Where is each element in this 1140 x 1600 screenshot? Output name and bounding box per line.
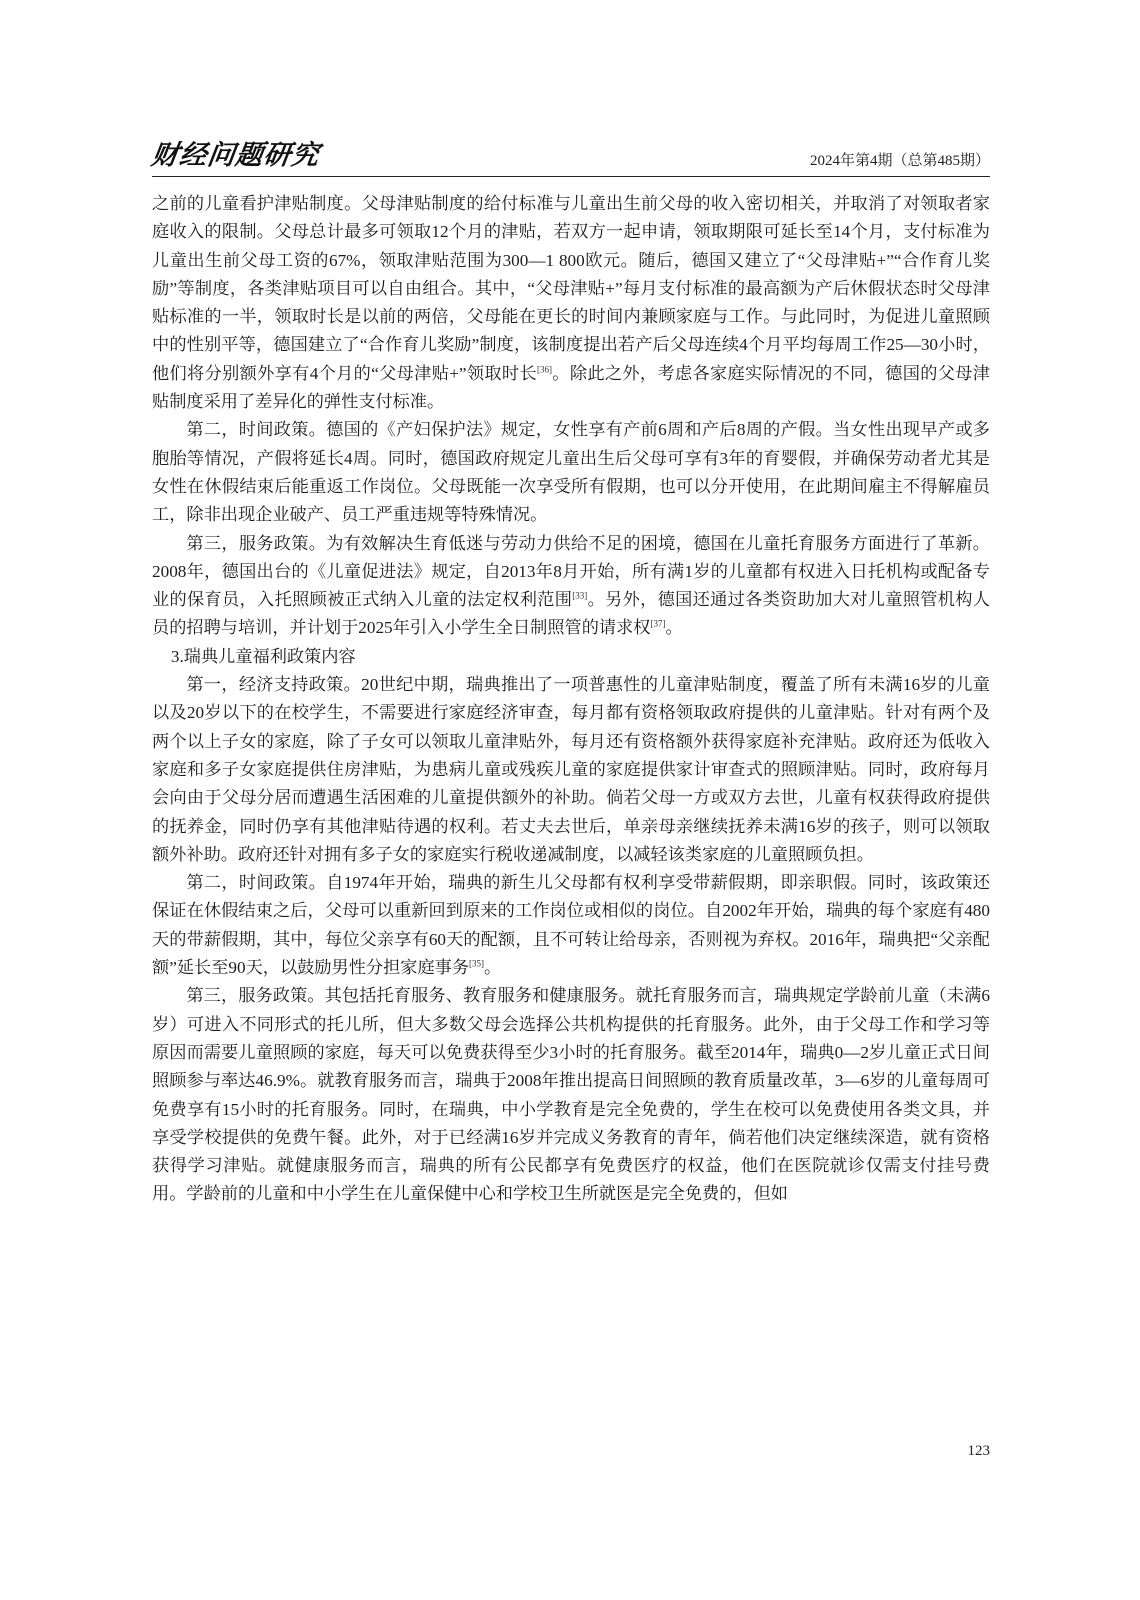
paragraph bbox=[152, 416, 990, 529]
text-run: 第二，时间政策。自1974年开始，瑞典的新生儿父母都有权利享受带薪假期，即亲职假。同时，该政策还保证在休假结束之后，父母可以重新回到原来的工作岗位或相似的岗位。自2002年开始，瑞典的每个家庭有480天的带薪假期，其中，每位父亲享有60天的配额，且不可转让给母亲，否则视为弃权。2016年，瑞典把“父亲配额”延长至90天，以鼓励男性分担家庭事务 bbox=[152, 873, 990, 978]
paragraph bbox=[152, 869, 990, 982]
journal-logo: 财经问题研究 bbox=[149, 140, 322, 171]
citation-ref: [33] bbox=[572, 590, 588, 601]
text-run: 。 bbox=[665, 618, 683, 638]
page-header bbox=[149, 140, 990, 177]
citation-ref: [37] bbox=[650, 618, 666, 629]
paragraph bbox=[152, 982, 990, 1208]
paragraph bbox=[152, 671, 990, 869]
text-run: 。另外，德国还通过各类资助加大对儿童照管机构人员的招聘与培训，并计划于2025年引入小学生全日制照管的请求权 bbox=[152, 590, 990, 638]
text-run: 3.瑞典儿童福利政策内容 bbox=[170, 646, 356, 666]
article-body bbox=[152, 190, 990, 1209]
text-run: 之前的儿童看护津贴制度。父母津贴制度的给付标准与儿童出生前父母的收入密切相关，并取消了对领取者家庭收入的限制。父母总计最多可领取12个月的津贴，若双方一起申请，领取期限可延长至14个月，支付标准为儿童出生前父母工资的67%，领取津贴范围为300—1 800欧元。随后，德国又建立了“父母津贴+”“合作育儿奖励”等制度，各类津贴项目可以自由组合。其中，“父母津贴+”每月支付标准的最高额为产后休假状态时父母津贴标准的一半，领取时长是以前的两倍，父母能在更长的时间内兼顾家庭与工作。与此同时，为促进儿童照顾中的性别平等，德国建立了“合作育儿奖励”制度，该制度提出若产后父母连续4个月平均每周工作25—30小时，他们将分别额外享有4个月的“父母津贴+”领取时长 bbox=[152, 194, 990, 383]
text-run: 。除此之外，考虑各家庭实际情况的不同，德国的父母津贴制度采用了差异化的弹性支付标准。 bbox=[152, 363, 990, 412]
text-run: 第二，时间政策。德国的《产妇保护法》规定，女性享有产前6周和产后8周的产假。当女性出现早产或多胞胎等情况，产假将延长4周。同时，德国政府规定儿童出生后父母可享有3年的育婴假，并确保劳动者尤其是女性在休假结束后能重返工作岗位。父母既能一次享受所有假期，也可以分开使用，在此期间雇主不得解雇员工，除非出现企业破产、员工严重违规等特殊情况。 bbox=[152, 420, 990, 525]
text-run: 第三，服务政策。其包括托育服务、教育服务和健康服务。就托育服务而言，瑞典规定学龄前儿童（未满6岁）可进入不同形式的托儿所，但大多数父母会选择公共机构提供的托育服务。此外，由于父母工作和学习等原因而需要儿童照顾的家庭，每天可以免费获得至少3小时的托育服务。截至2014年，瑞典0—2岁儿童正式日间照顾参与率达46.9%。就教育服务而言，瑞典于2008年推出提高日间照顾的教育质量改革，3—6岁的儿童每周可免费享有15小时的托育服务。同时，在瑞典，中小学教育是完全免费的，学生在校可以免费使用各类文具，并享受学校提供的免费午餐。此外，对于已经满16岁并完成义务教育的青年，倘若他们决定继续深造，就有资格获得学习津贴。就健康服务而言，瑞典的所有公民都享有免费医疗的权益，他们在医院就诊仅需支付挂号费用。学龄前的儿童和中小学生在儿童保健中心和学校卫生所就医是完全免费的，但如 bbox=[152, 986, 990, 1204]
page-number: 123 bbox=[967, 1443, 990, 1459]
citation-ref: [36] bbox=[536, 364, 552, 375]
text-run: 。 bbox=[484, 958, 502, 978]
paragraph bbox=[152, 190, 990, 416]
text-run: 第一，经济支持政策。20世纪中期，瑞典推出了一项普惠性的儿童津贴制度，覆盖了所有未满16岁的儿童以及20岁以下的在校学生，不需要进行家庭经济审查，每月都有资格领取政府提供的儿童津贴。针对有两个及两个以上子女的家庭，除了子女可以领取儿童津贴外，每月还有资格额外获得家庭补充津贴。政府还为低收入家庭和多子女家庭提供住房津贴，为患病儿童或残疾儿童的家庭提供家计审查式的照顾津贴。同时，政府每月会向由于父母分居而遭遇生活困难的儿童提供额外的补助。倘若父母一方或双方去世，儿童有权获得政府提供的抚养金，同时仍享有其他津贴待遇的权利。若丈夫去世后，单亲母亲继续抚养未满16岁的孩子，则可以领取额外补助。政府还针对拥有多子女的家庭实行税收递减制度，以减轻该类家庭的儿童照顾负担。 bbox=[152, 675, 990, 864]
text-run: 第三，服务政策。为有效解决生育低迷与劳动力供给不足的困境，德国在儿童托育服务方面进行了革新。2008年，德国出台的《儿童促进法》规定，自2013年8月开始，所有满1岁的儿童都有权进入日托机构或配备专业的保育员，入托照顾被正式纳入儿童的法定权利范围 bbox=[152, 533, 990, 610]
issue-info: 2024年第4期（总第485期） bbox=[809, 153, 990, 169]
citation-ref: [35] bbox=[469, 958, 485, 969]
paragraph bbox=[152, 530, 990, 643]
section-subheading bbox=[152, 643, 990, 671]
